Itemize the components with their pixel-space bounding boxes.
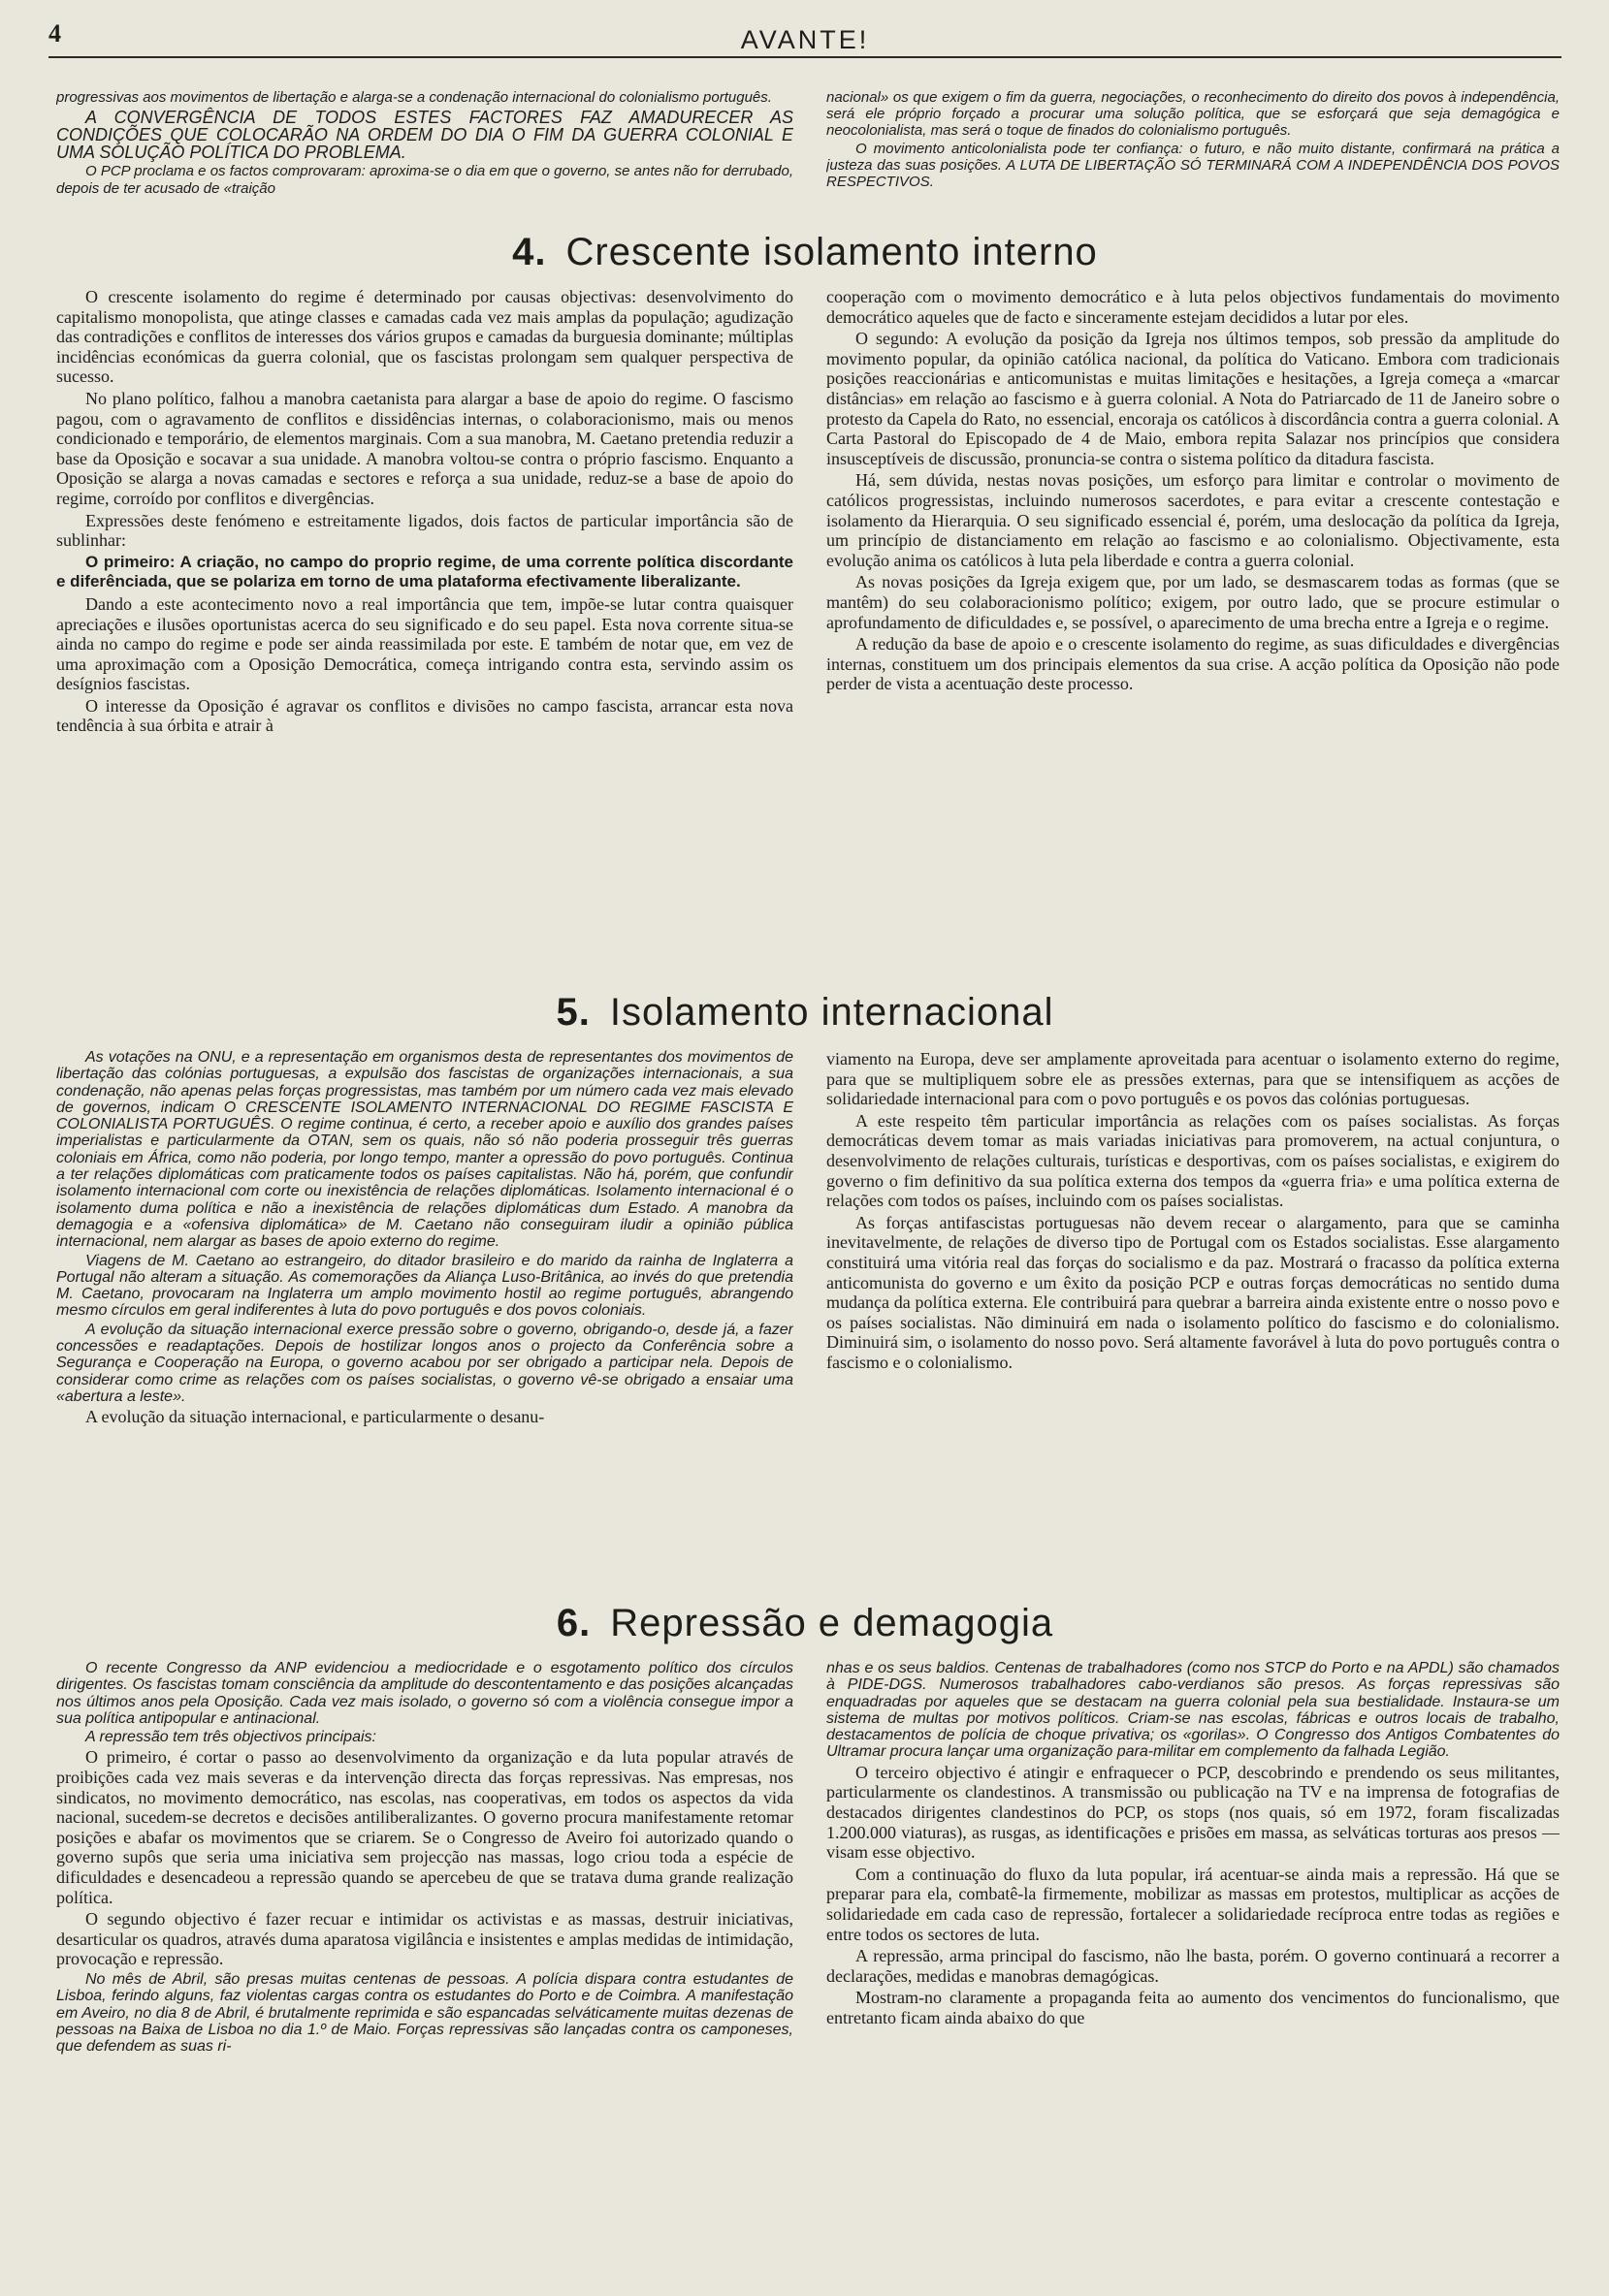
paragraph: A evolução da situação internacional exerce pressão sobre o governo, obrigando-o, desde já, a fazer concessões e readaptações. Depois de hostilizar longos anos o projecto da Conferência sobre a Segurança e Cooperação na Europa, o governo acabou por ser obrigado a participar nela. Depois de considerar como crime as relações com os países socialistas, o governo vê-se obrigado a ensaiar uma «abertura a leste». <box>56 1321 793 1405</box>
paragraph: Expressões deste fenómeno e estreitamente ligados, dois factos de particular importância são de sublinhar: <box>56 510 793 551</box>
paragraph: Dando a este acontecimento novo a real importância que tem, impõe-se lutar contra quaisquer apreciações e ilusões oportunistas acerca do seu significado e do seu papel. Esta nova corrente situa-se ainda no campo do regime e pode ser ainda reassimilada por este. E também de notar que, em vez de uma aproximação com a Oposição Democrática, começa intrigando contra esta, servindo assim os desígnios fascistas. <box>56 593 793 694</box>
paragraph: Há, sem dúvida, nestas novas posições, um esforço para limitar e controlar o movimento de católicos progressistas, incluindo numerosos sacerdotes, e para evitar a crescente contestação e isolamento da Hierarquia. O seu significado essencial é, porém, uma deslocação da política da Igreja, um princípio de distanciamento em relação ao fascismo e ao colonialismo. Objectivamente, esta evolução anima os católicos à luta pela liberdade e contra a guerra colonial. <box>826 470 1560 570</box>
section-4-right-column <box>826 287 1560 977</box>
paragraph: O crescente isolamento do regime é determinado por causas objectivas: desenvolvimento do capitalismo monopolista, que atinge classes e camadas cada vez mais amplas da população; agudização das contradições e conflitos de interesses dos vários grupos e camadas da burguesia dominante; múltiplas incidências económicas da guerra colonial, que os fascistas prolongam sem qualquer perspectiva de sucesso. <box>56 287 793 387</box>
paragraph: No plano político, falhou a manobra caetanista para alargar a base de apoio do regime. O fascismo pagou, com o agravamento de conflitos e dissidências internas, o colaboracionismo, mais ou menos condicionado e temporário, de elementos marginais. Com a sua manobra, M. Caetano pretendia reduzir a base da Oposição e socavar a sua unidade. A manobra voltou-se contra o próprio fascismo. Enquanto a Oposição se alarga a novas camadas e sectores e reforça a sua unidade, reduz-se a base de apoio do regime, corroído por conflitos e divergências. <box>56 388 793 508</box>
paragraph: Mostram-no claramente a propaganda feita ao aumento dos vencimentos do funcionalismo, que entretanto ficam ainda abaixo do que <box>826 1988 1560 2027</box>
paragraph: O segundo: A evolução da posição da Igreja nos últimos tempos, sob pressão da amplitude do movimento popular, da opinião católica nacional, da política do Vaticano. Embora com tradicionais posições reaccionárias e anticomunistas e muitas limitações e hesitações, a Igreja começa a «marcar distâncias» em relação ao fascismo e à guerra colonial. A Nota do Patriarcado de 11 de Janeiro sobre o protesto da Capela do Rato, no essencial, encoraja os católicos à discordância contra a guerra colonial. A Carta Pastoral do Episcopado de 4 de Maio, embora repita Salazar nos princípios que considera insusceptíveis de discussão, pronuncia-se contra o sistema político da ditadura fascista. <box>826 329 1560 468</box>
section-title: Crescente isolamento interno <box>565 231 1098 273</box>
section-number: 5. <box>556 991 591 1034</box>
section-number: 4. <box>512 231 547 273</box>
section-5-left-column <box>56 1049 793 1592</box>
paragraph: O segundo objectivo é fazer recuar e intimidar os activistas e as massas, destruir iniciativas, desarticular os quadros, através duma aparatosa vigilância e insistentes e amplas medidas de intimidação, provocação e repressão. <box>56 1909 793 1969</box>
section-heading <box>48 991 1561 1035</box>
paragraph: nhas e os seus baldios. Centenas de trabalhadores (como nos STCP do Porto e na APDL) são chamados à PIDE-DGS. Numerosos trabalhadores cabo-verdianos são presos. As forças repressivas são enquadradas por aqueles que se destacam na guerra colonial pela sua bestialidade. Instaura-se um sistema de multas por motivos políticos. Criam-se nas escolas, fábricas e outros locais de trabalho, destacamentos de polícia de choque privativa; os «gorilas». O Congresso dos Antigos Combatentes do Ultramar procura lançar uma organização para-militar em complemento da falhada Legião. <box>826 1660 1560 1761</box>
paragraph: As votações na ONU, e a representação em organismos desta de representantes dos movimentos de libertação das colónias portuguesas, a expulsão dos fascistas de organizações internacionais, a sua condenação, não apenas pelas forças progressistas, mas também por um número cada vez mais elevado de governos, indicam O CRESCENTE ISOLAMENTO INTERNACIONAL DO REGIME FASCISTA E COLONIALISTA PORTUGUÊS. O regime continua, é certo, a receber apoio e auxílio dos grandes países imperialistas e particularmente da OTAN, sem os quais, não só não poderia prosseguir três guerras coloniais em África, como não poderia, por longo tempo, manter a opressão do povo português. Continua a ter relações diplomáticas com praticamente todos os países capitalistas. Não há, porém, que confundir isolamento internacional com corte ou inexistência de relações diplomáticas. Isolamento internacional é o isolamento duma política e não a inexistência de relações diplomáticas dum Estado. A manobra da demagogia e a «ofensiva diplomática» de M. Caetano não conseguiram iludir a opinião pública internacional, nem alargar as bases de apoio externo do regime. <box>56 1049 793 1251</box>
paragraph: O movimento anticolonialista pode ter confiança: o futuro, e não muito distante, confirmará na prática a justeza das suas posições. A LUTA DE LIBERTAÇÃO SÓ TERMINARÁ COM A INDEPENDÊNCIA DOS POVOS RESPECTIVOS. <box>826 141 1560 190</box>
paragraph: O interesse da Oposição é agravar os conflitos e divisões no campo fascista, arrancar esta nova tendência à sua órbita e atrair à <box>56 695 793 736</box>
journal-title: AVANTE! <box>740 25 870 54</box>
paragraph: O primeiro: A criação, no campo do proprio regime, de uma corrente política discordante e diferênciada, que se polariza em torno de uma plataforma efectivamente liberalizante. <box>56 552 793 591</box>
paragraph: O PCP proclama e os factos comprovaram: aproxima-se o dia em que o governo, se antes não for derrubado, depois de ter acusado de «traição <box>56 163 793 197</box>
section-5-right-column <box>826 1049 1560 1592</box>
paragraph: O terceiro objectivo é atingir e enfraquecer o PCP, descobrindo e prendendo os seus militantes, particularmente os clandestinos. A transmissão ou publicação na TV e na imprensa de fotografias de destacados dirigentes clandestinos do PCP, os stops (nos quais, só em 1972, foram fiscalizadas 1.200.000 viaturas), as rusgas, as identificações e prisões em massa, as selváticas torturas aos presos — visam esse objectivo. <box>826 1762 1560 1863</box>
paragraph: nacional» os que exigem o fim da guerra, negociações, o reconhecimento do direito dos povos à independência, será ele próprio forçado a procurar uma solução política, que se esforçará que seja demagógica e neocolonialista, mas será o toque de finados do colonialismo português. <box>826 89 1560 139</box>
header-rule <box>48 56 1561 58</box>
section-number: 6. <box>556 1602 592 1644</box>
paragraph: cooperação com o movimento democrático e à luta pelos objectivos fundamentais do movimento democrático aqueles que de facto e sinceramente estejam decididos a lutar por eles. <box>826 287 1560 327</box>
section-heading <box>48 1602 1561 1645</box>
paragraph: A repressão, arma principal do fascismo, não lhe basta, porém. O governo continuará a recorrer a declarações, medidas e manobras demagógicas. <box>826 1946 1560 1986</box>
intro-right-column <box>826 89 1560 227</box>
section-6-left-column <box>56 1660 793 2279</box>
paragraph: O recente Congresso da ANP evidenciou a mediocridade e o esgotamento político dos círculos dirigentes. Os fascistas tomam consciência da amplitude do descontentamento e das posições alcançadas nos últimos anos pela Oposição. Cada vez mais isolado, o governo só com a violência consegue impor a sua política antipopular e antinacional. <box>56 1660 793 1727</box>
paragraph: Viagens de M. Caetano ao estrangeiro, do ditador brasileiro e do marido da rainha de Inglaterra a Portugal não alteram a situação. As comemorações da Aliança Luso-Britânica, ao invés do que pretendia M. Caetano, provocaram na Inglaterra um amplo movimento hostil ao regime português, abrangendo mesmo círculos em geral indiferentes à luta do povo português e dos povos coloniais. <box>56 1252 793 1320</box>
page-header <box>48 14 1561 56</box>
paragraph: O primeiro, é cortar o passo ao desenvolvimento da organização e da luta popular através de proibições cada vez mais severas e da intervenção directa das forças repressivas. Nas empresas, nos sindicatos, no movimento democrático, nas escolas, nas cooperativas, em todos os aspectos da vida nacional, sucedem-se decretos e decisões antiliberalizantes. O governo procura manifestamente retomar posições e abafar os movimentos que se criarem. Se o Congresso de Aveiro foi autorizado quando o governo supôs que seria uma iniciativa sem projecção nas massas, logo criou toda a espécie de dificuldades e desencadeou a repressão quando se apercebeu de que se tratava duma grande realização política. <box>56 1747 793 1907</box>
paragraph: A CONVERGÊNCIA DE TODOS ESTES FACTORES FAZ AMADURECER AS CONDIÇÕES QUE COLOCARÃO NA ORDEM DO DIA O FIM DA GUERRA COLONIAL E UMA SOLUÇÃO POLÍTICA DO PROBLEMA. <box>56 108 793 162</box>
section-heading <box>48 231 1561 274</box>
paragraph: progressivas aos movimentos de libertação e alarga-se a condenação internacional do colonialismo português. <box>56 89 772 106</box>
paragraph: A evolução da situação internacional, e particularmente o desanu- <box>85 1407 545 1427</box>
paragraph: As forças antifascistas portuguesas não devem recear o alargamento, para que se caminha inevitavelmente, de relações de diverso tipo de Portugal com os Estados socialistas. Esse alargamento constituirá uma vitória real das forças do socialismo e da paz. Mostrará o fracasso da política externa anticomunista do governo e um êxito da posição PCP e outras forças democráticas no sentido duma mudança da política externa. Ele contribuirá para quebrar a barreira ainda existente entre o nosso povo e os países socialistas. Não diminuirá em nada o isolamento político do fascismo e do colonialismo. Diminuirá sim, o isolamento do nosso povo. Será altamente favorável à luta do povo português contra o fascismo e o colonialismo. <box>826 1212 1560 1372</box>
paragraph: As novas posições da Igreja exigem que, por um lado, se desmascarem todas as formas (que se mantêm) do seu colaboracionismo político; exigem, por outro lado, que se procure estimular o aprofundamento de dificuldades e, se possível, o aparecimento de uma brecha entre a Igreja e o regime. <box>826 572 1560 632</box>
paragraph: A este respeito têm particular importância as relações com os países socialistas. As forças democráticas devem tomar as mais variadas iniciativas para promoverem, na actual conjuntura, o desenvolvimento de relações culturais, turísticas e desportivas, com os países socialistas, e exigirem do governo o fim definitivo da sua política externa dos tempos da «guerra fria» e uma política externa de relações com todos os países, incluindo com os países socialistas. <box>826 1110 1560 1211</box>
section-title: Repressão e demagogia <box>610 1602 1054 1644</box>
paragraph: viamento na Europa, deve ser amplamente aproveitada para acentuar o isolamento externo do regime, para que se multipliquem sobre ele as pressões externas, para que se intensifiquem as acções de solidariedade internacional para com o povo português e os povos das colónias portuguesas. <box>826 1049 1560 1109</box>
paragraph: Com a continuação do fluxo da luta popular, irá acentuar-se ainda mais a repressão. Há que se preparar para ela, combatê-la firmemente, mobilizar as massas em protestos, multiplicar as acções de solidariedade em cada caso de repressão, fortalecer a solidariedade recíproca entre todas as regiões e entre todos os sectores de luta. <box>826 1864 1560 1944</box>
paragraph: A repressão tem três objectivos principais: <box>85 1729 376 1746</box>
page-number: 4 <box>48 19 61 48</box>
section-4-left-column <box>56 287 793 977</box>
section-6-right-column <box>826 1660 1560 2279</box>
paragraph: A redução da base de apoio e o crescente isolamento do regime, as suas dificuldades e divergências internas, constituem um dos principais elementos da sua crise. A acção política da Oposição não pode perder de vista a acentuação deste processo. <box>826 634 1560 694</box>
paragraph: No mês de Abril, são presas muitas centenas de pessoas. A polícia dispara contra estudantes de Lisboa, ferindo alguns, faz violentas cargas contra os estudantes do Porto e de Coimbra. A manifestação em Aveiro, no dia 8 de Abril, é brutalmente reprimida e são espancadas selváticamente muitas dezenas de pessoas na Baixa de Lisboa no dia 1.º de Maio. Forças repressivas são lançadas contra os camponeses, que defendem as suas ri- <box>56 1971 793 2056</box>
section-title: Isolamento internacional <box>609 991 1054 1034</box>
intro-left-column <box>56 89 793 227</box>
